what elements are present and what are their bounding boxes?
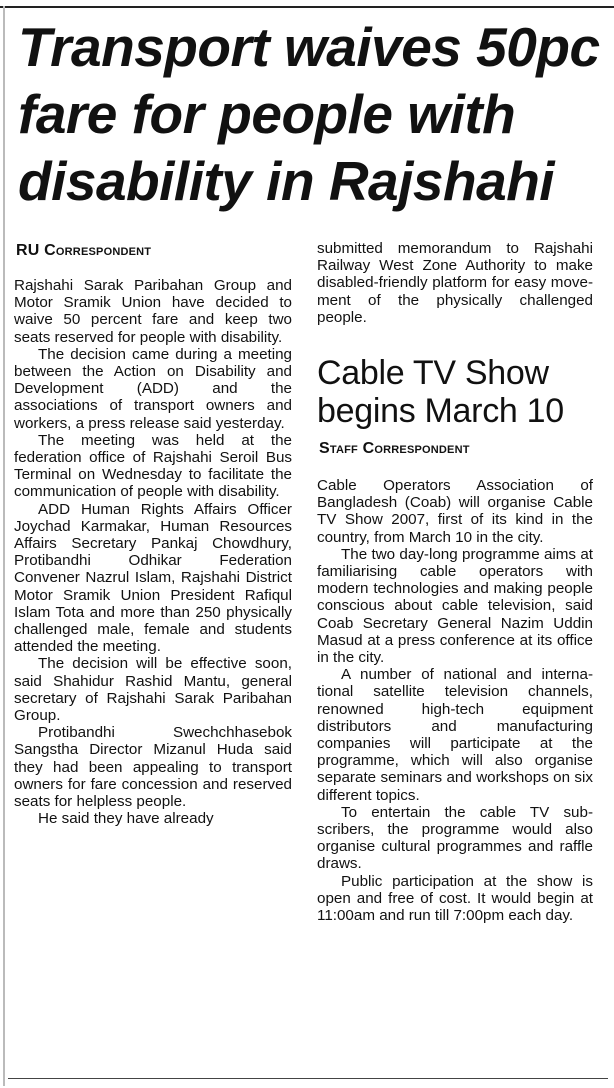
cable-paragraph-4: To entertain the cable TV subscribers, the programme would also organise cultural programmes and raffle draws. xyxy=(317,803,593,873)
cable-paragraph-5: Public participation at the show is open and free of cost. It would begin at 11:00am and run till 7:00pm each day. xyxy=(317,872,593,925)
right-column xyxy=(317,240,593,924)
left-column xyxy=(14,241,292,828)
headline-line-3: disability in Rajshahi xyxy=(18,150,555,212)
paragraph-1: Rajshahi Sarak Paribahan Group and Motor Sramik Union have decided to waive 50 percent fare and keep two seats reserved for people with disability. xyxy=(14,277,292,346)
bottom-rule xyxy=(8,1078,608,1079)
paragraph-4: ADD Human Rights Affairs Officer Joychad Karmakar, Human Resources Affairs Secretary Pankaj Chowdhury, Protibandhi Odhikar Federation Convener Nazrul Islam, Rajshahi District Motor Sramik Union President Rafiqul Islam Tota and more than 250 physically challenged male, female and students attended the meeting. xyxy=(14,500,292,656)
paragraph-7: He said they have already xyxy=(38,810,214,828)
paragraph-6: Protibandhi Swechchhasebok Sangstha Director Mizanul Huda said they had been appealing to transport owners for fare concession and reserved seats for helpless people. xyxy=(14,724,292,811)
article-continuation xyxy=(317,240,593,326)
cable-tv-byline: Staff Correspondent xyxy=(319,440,470,458)
article-body xyxy=(14,277,292,828)
cable-tv-body xyxy=(317,477,593,924)
headline-line-1: Transport waives 50pc xyxy=(18,16,600,78)
cable-paragraph-3: A number of national and international satellite television channels, renowned high-tech equipment distributors and manufacturing companies will participate at the programme, which will also organise separate seminars and workshops on six different topics. xyxy=(317,666,593,804)
cable-headline-line-2: begins March 10 xyxy=(317,392,564,431)
left-border xyxy=(3,6,5,1086)
paragraph-3: The meeting was held at the federation office of Rajshahi Seroil Bus Terminal on Wednesday to facilitate the communication of people with disability. xyxy=(14,431,292,501)
article-headline xyxy=(18,14,608,215)
article-byline: RU Correspondent xyxy=(16,242,152,259)
paragraph-2: The decision came during a meeting between the Action on Disability and Development (ADD) and the associations of transport owners and workers, a press release said yesterday. xyxy=(14,345,292,432)
headline-line-2: fare for people with xyxy=(18,83,516,145)
cable-tv-headline xyxy=(317,354,593,430)
cable-paragraph-1: Cable Operators Association of Bangladesh (Coab) will organise Cable TV Show 2007, first of its kind in the country, from March 10 in the city. xyxy=(317,477,593,546)
cable-headline-line-1: Cable TV Show xyxy=(317,354,549,393)
top-rule xyxy=(0,6,614,8)
cable-paragraph-2: The two day-long programme aims at familiarising cable operators with modern technologies and making people conscious about cable television, said Coab Secretary General Nazim Uddin Masud at a press conference at its office in the city. xyxy=(317,545,593,667)
continuation-paragraph: submitted memorandum to Rajshahi Railway West Zone Authority to make disabled-friendly platform for easy movement of the physically challenged people. xyxy=(317,240,593,326)
paragraph-5: The decision will be effective soon, said Shahidur Rashid Mantu, general secretary of Rajshahi Sarak Paribahan Group. xyxy=(14,655,292,725)
